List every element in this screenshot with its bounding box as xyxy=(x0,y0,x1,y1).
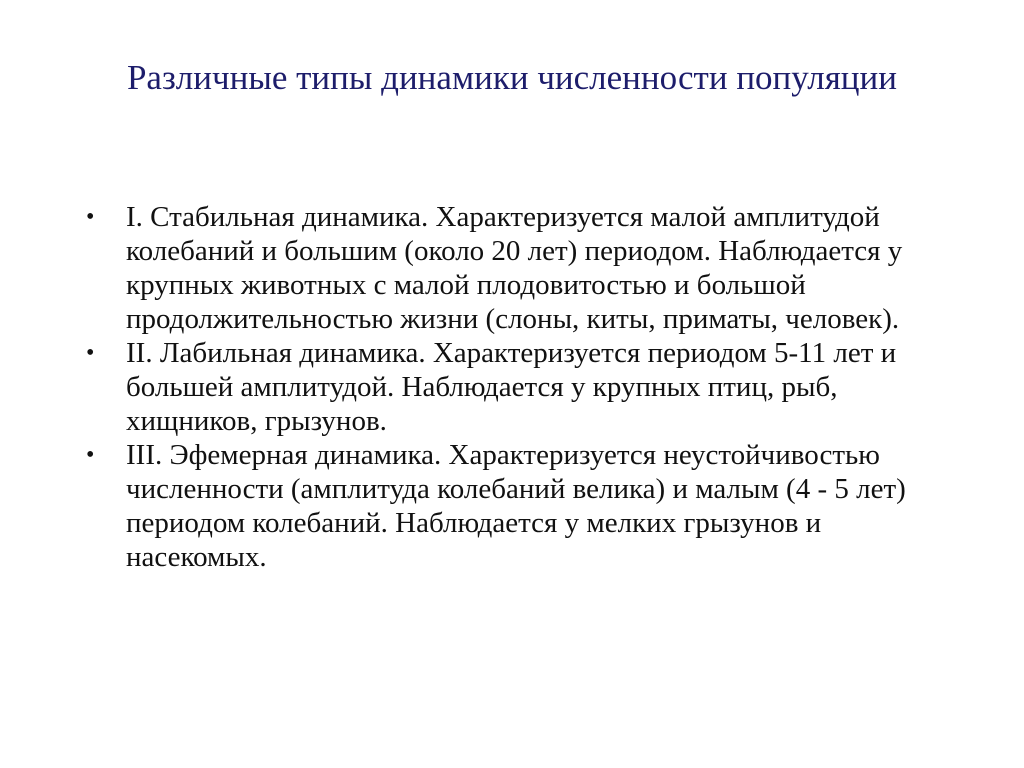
slide-title: Различные типы динамики численности популяции xyxy=(126,58,898,97)
bullet-icon: • xyxy=(86,340,95,366)
bullet-icon: • xyxy=(86,442,95,468)
bullet-list xyxy=(86,200,956,574)
bullet-item-ephemeral xyxy=(86,438,956,574)
bullet-text: I. Стабильная динамика. Характеризуется малой амплитудой колебаний и большим (около 20 лет) периодом. Наблюдается у крупных животных с малой плодовитостью и большой продолжительностью жизни (слоны, киты, приматы, человек). xyxy=(126,201,903,335)
bullet-icon: • xyxy=(86,204,95,230)
bullet-text: II. Лабильная динамика. Характеризуется периодом 5-11 лет и большей амплитудой. Наблюдается у крупных птиц, рыб, хищников, грызунов. xyxy=(126,337,897,437)
bullet-item-stable xyxy=(86,200,956,336)
bullet-item-labile xyxy=(86,336,956,438)
bullet-text: III. Эфемерная динамика. Характеризуется неустойчивостью численности (амплитуда колебаний велика) и малым (4 - 5 лет) периодом колебаний. Наблюдается у мелких грызунов и насекомых. xyxy=(126,439,906,573)
